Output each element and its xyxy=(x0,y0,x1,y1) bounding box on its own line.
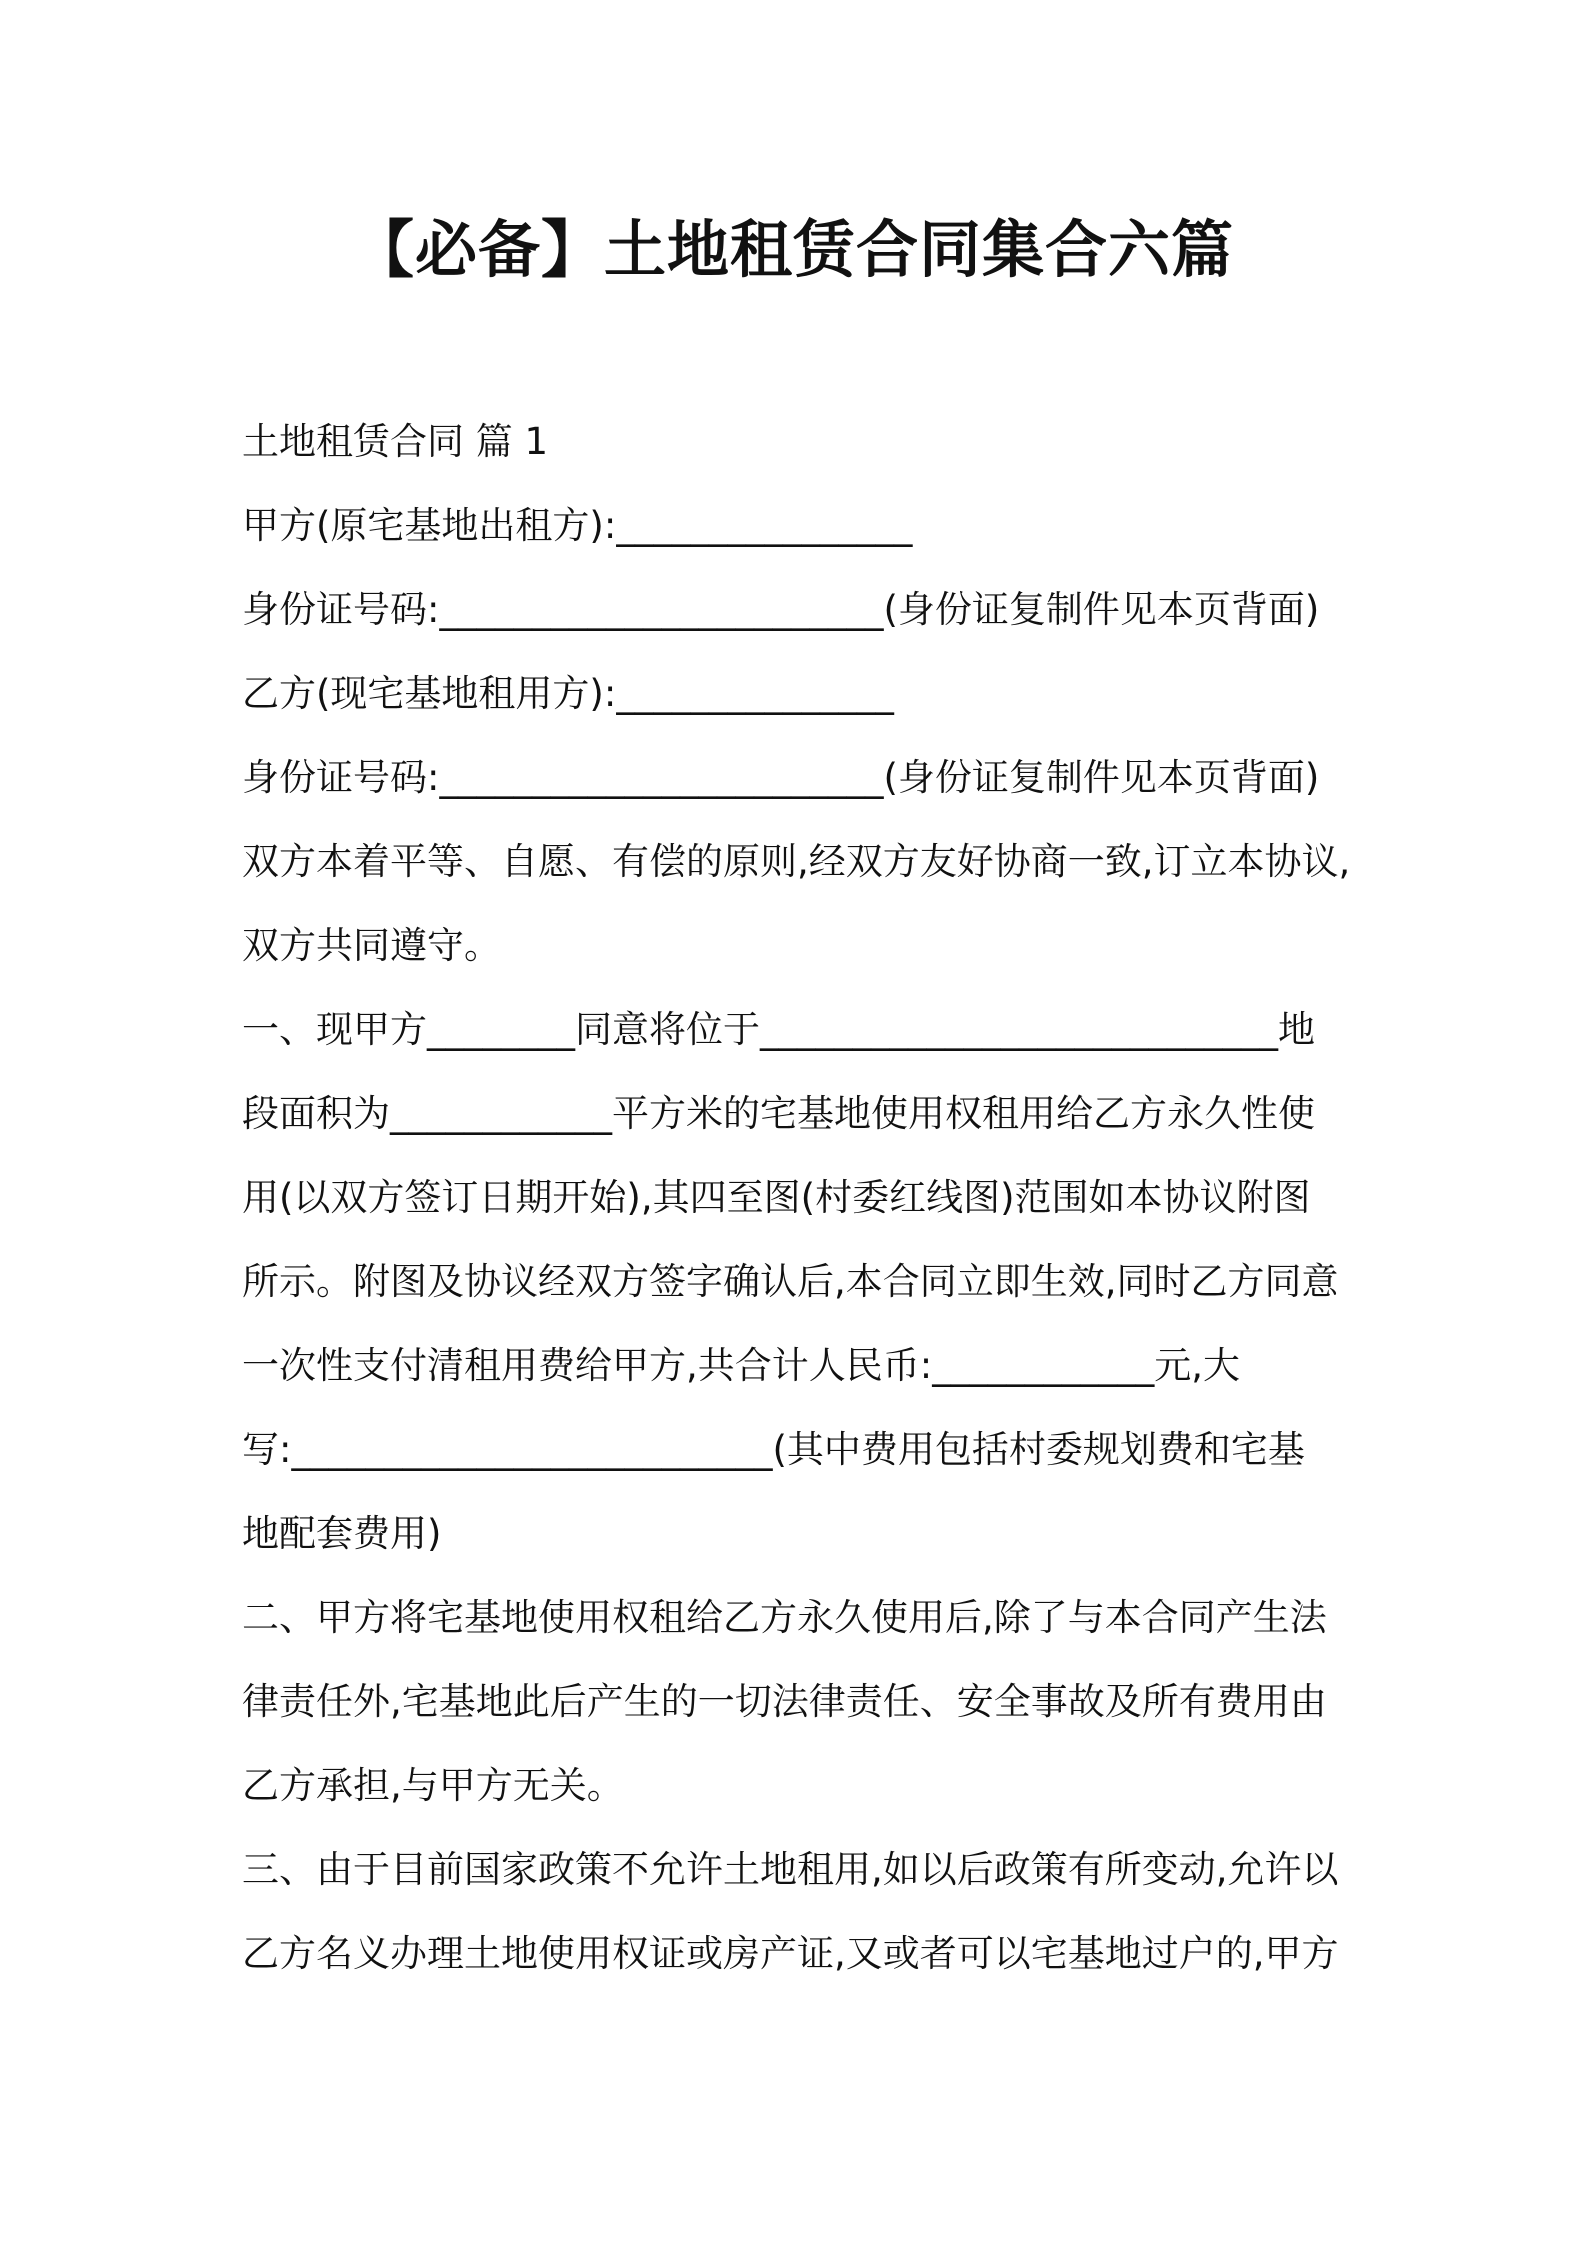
clause-2-line: 律责任外,宅基地此后产生的一切法律责任、安全事故及所有费用由 xyxy=(242,1680,1327,1723)
clause-2-line: 二、甲方将宅基地使用权租给乙方永久使用后,除了与本合同产生法 xyxy=(242,1596,1327,1639)
clause-3-line: 三、由于目前国家政策不允许土地租用,如以后政策有所变动,允许以 xyxy=(242,1848,1339,1891)
clause-1-line: 写:__________________________(其中费用包括村委规划费和宅基 xyxy=(242,1428,1305,1471)
clause-1-line: 一次性支付清租用费给甲方,共合计人民币:____________元,大 xyxy=(242,1344,1240,1387)
clause-1-line: 一、现甲方________同意将位于____________________________地 xyxy=(242,1008,1315,1051)
document-body xyxy=(242,400,1362,1996)
preamble-line: 双方本着平等、自愿、有偿的原则,经双方友好协商一致,订立本协议, xyxy=(242,840,1351,883)
party-b-line: 乙方(现宅基地租用方):_______________ xyxy=(242,672,894,715)
section-heading: 土地租赁合同 篇 1 xyxy=(242,420,549,463)
clause-2-line: 乙方承担,与甲方无关。 xyxy=(242,1764,624,1807)
preamble-line: 双方共同遵守。 xyxy=(242,924,501,967)
clause-1-line: 用(以双方签订日期开始),其四至图(村委红线图)范围如本协议附图 xyxy=(242,1176,1311,1219)
clause-1-line: 所示。附图及协议经双方签字确认后,本合同立即生效,同时乙方同意 xyxy=(242,1260,1339,1303)
party-b-id-line: 身份证号码:________________________(身份证复制件见本页背面) xyxy=(242,756,1320,799)
clause-1-line: 地配套费用) xyxy=(242,1512,442,1555)
document-title: 【必备】土地租赁合同集合六篇 xyxy=(351,213,1234,286)
clause-1-line: 段面积为____________平方米的宅基地使用权租用给乙方永久性使 xyxy=(242,1092,1315,1135)
party-a-id-line: 身份证号码:________________________(身份证复制件见本页背面) xyxy=(242,588,1320,631)
clause-3-line: 乙方名义办理土地使用权证或房产证,又或者可以宅基地过户的,甲方 xyxy=(242,1932,1339,1975)
party-a-line: 甲方(原宅基地出租方):________________ xyxy=(242,504,913,547)
